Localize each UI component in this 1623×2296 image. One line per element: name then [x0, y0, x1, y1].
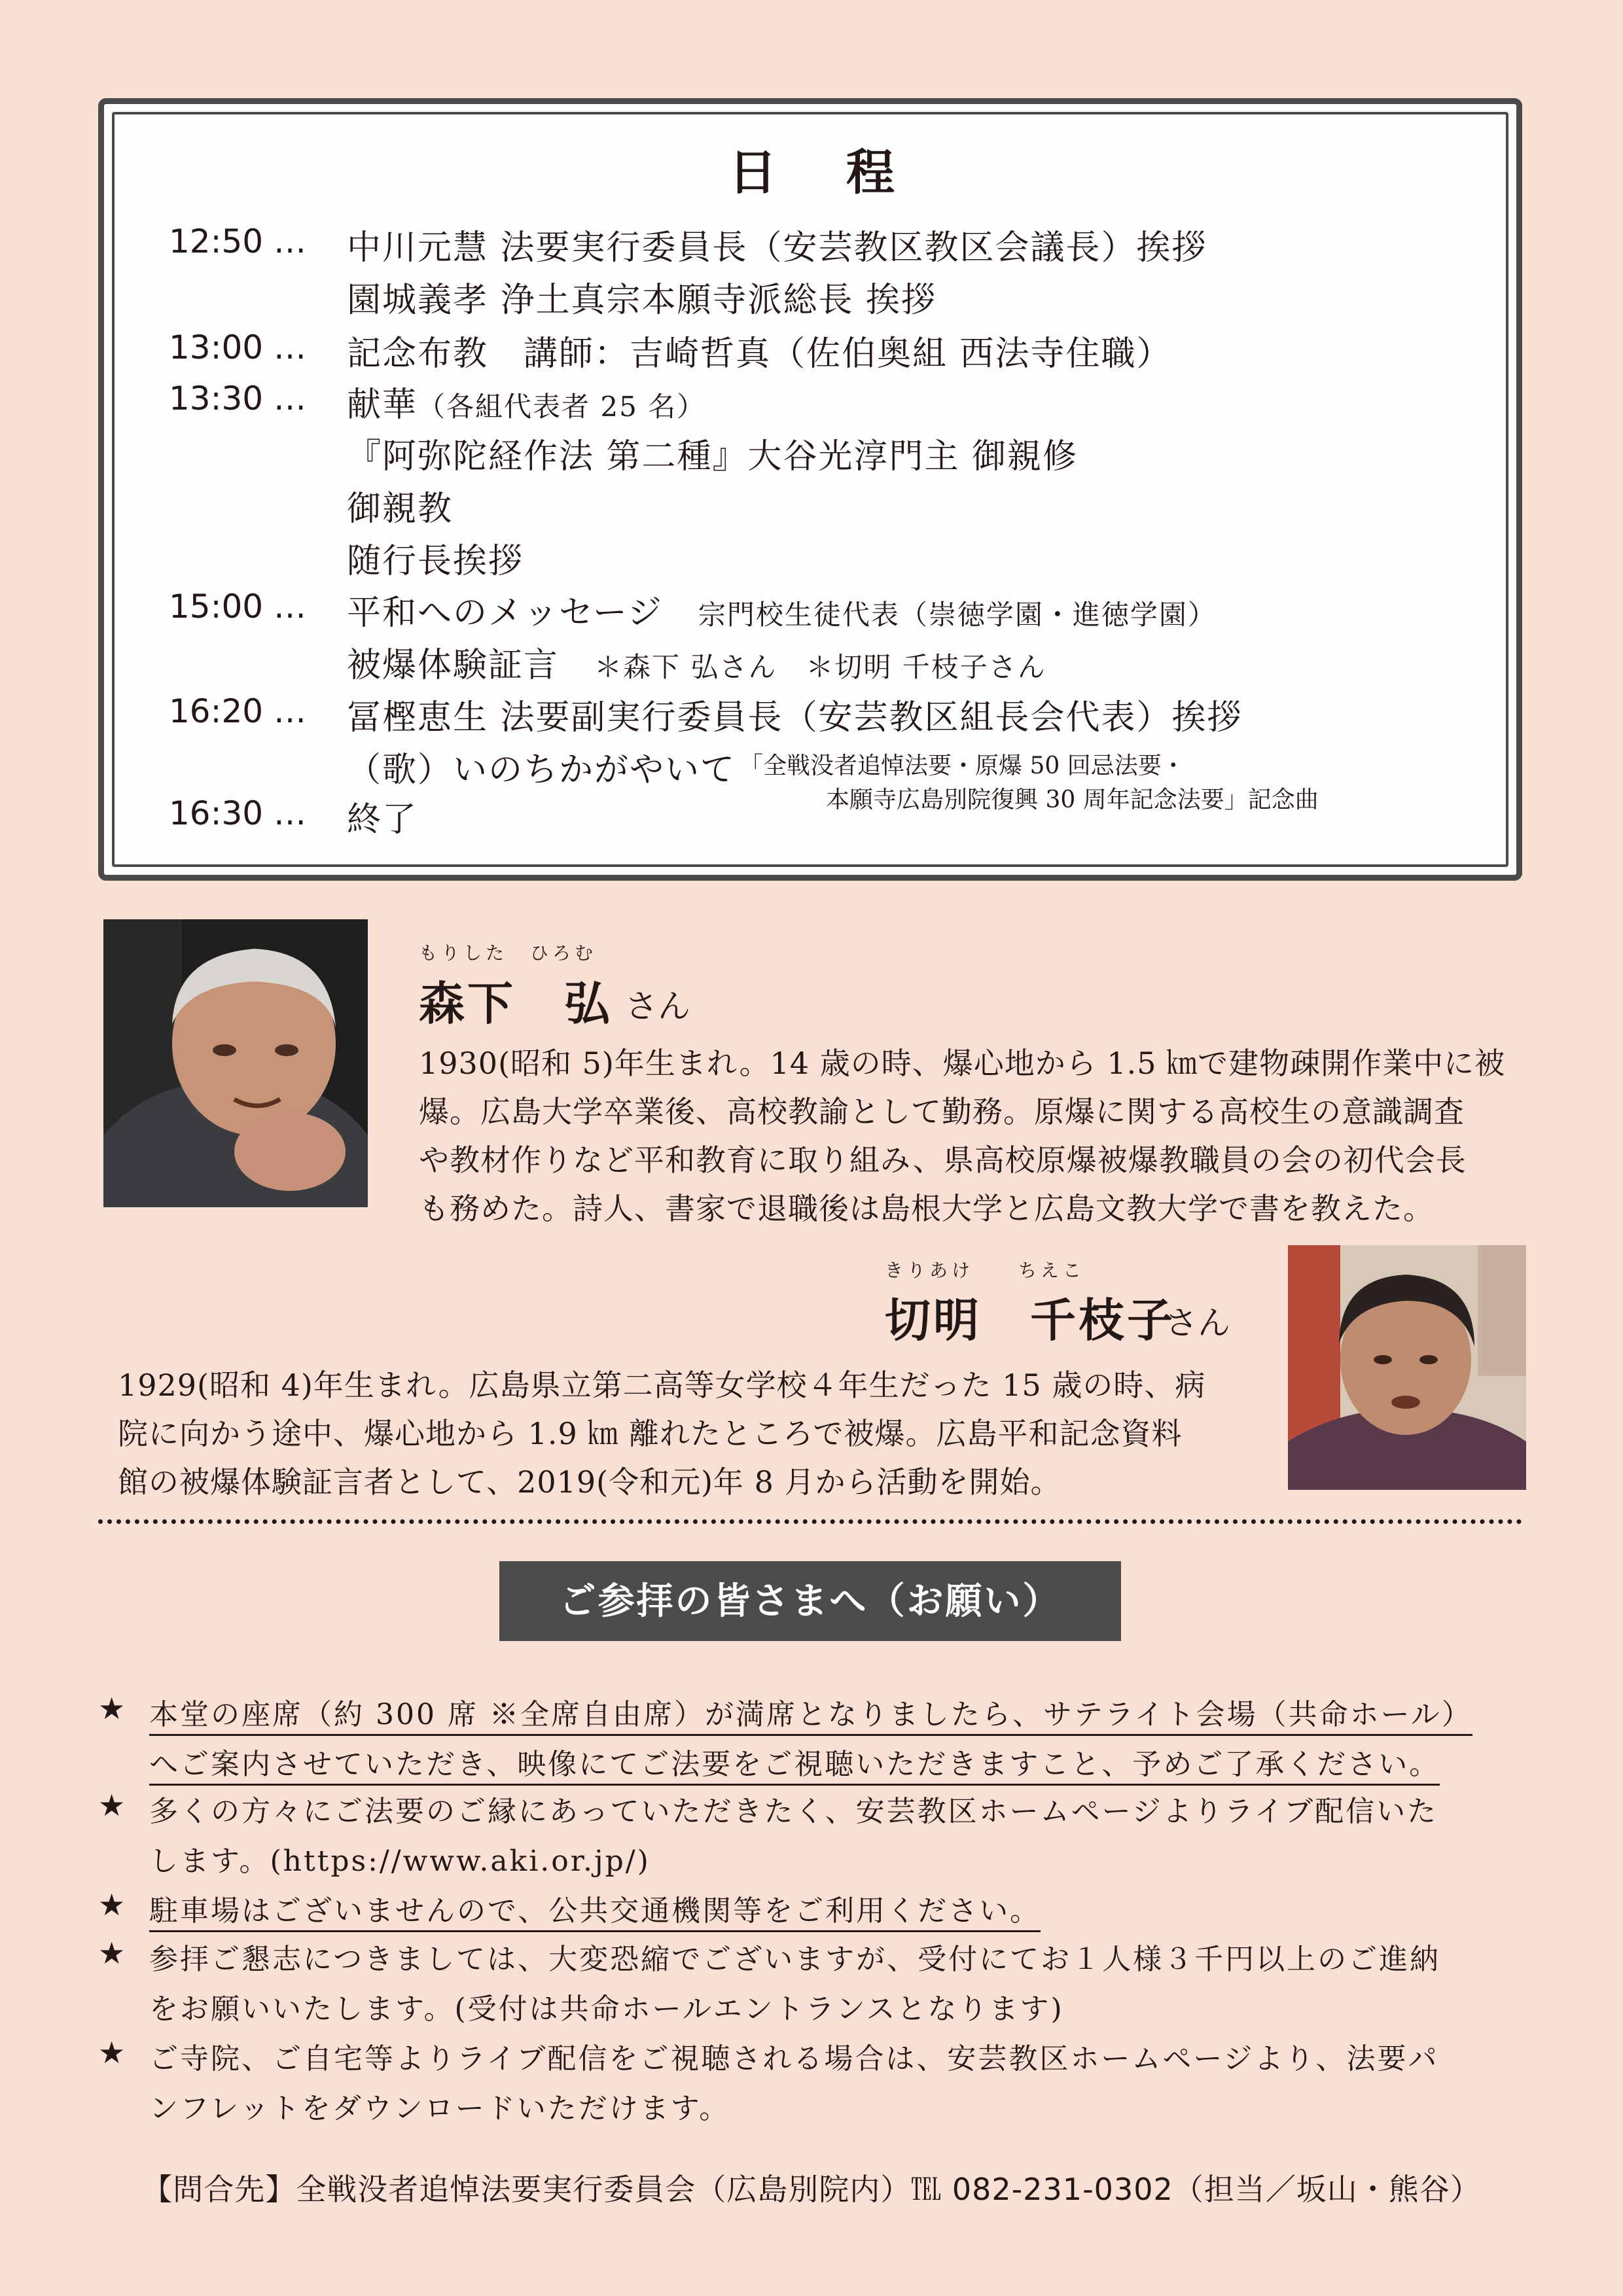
- bio-line: や教材作りなど平和教育に取り組み、県高校原爆被爆教職員の会の初代会長: [419, 1142, 1467, 1178]
- schedule-time: 16:30 …: [169, 794, 306, 832]
- schedule-item-sub: ＊森下 弘さん ＊切明 千枝子さん: [594, 651, 1046, 683]
- notice-heading: ご参拝の皆さまへ（お願い）: [499, 1561, 1121, 1641]
- schedule-item-main: 被爆体験証言: [347, 646, 560, 685]
- profile2-name: 切明 千枝子: [885, 1293, 1175, 1347]
- profile2-honorific: さん: [1165, 1304, 1230, 1342]
- contact-staff: （担当／坂山・熊谷）: [1173, 2172, 1481, 2207]
- schedule-time: 13:00 …: [169, 328, 306, 366]
- schedule-item-sub: （各組代表者 25 名）: [418, 391, 706, 423]
- notice-item-1: [149, 1691, 1472, 1733]
- portrait-kiriake-photo: [1288, 1245, 1526, 1490]
- notice-text: 本堂の座席（約 300 席 ※全席自由席）が満席となりましたら、サテライト会場（共命ホール）: [149, 1698, 1472, 1736]
- schedule-item: [347, 377, 705, 426]
- notice-text: 駐車場はございませんので、公共交通機関等をご利用ください。: [149, 1894, 1041, 1932]
- schedule-song-note: 本願寺広島別院復興 30 周年記念法要」記念曲: [826, 786, 1319, 813]
- bio-line: も務めた。詩人、書家で退職後は島根大学と広島文教大学で書を教えた。: [419, 1191, 1434, 1226]
- notice-item-4: 参拝ご懇志につきましては、大変恐縮でございますが、受付にてお１人様３千円以上のご進納: [149, 1943, 1441, 1976]
- bio-line: 1929(昭和 4)年生まれ。広島県立第二高等女学校４年生だった 15 歳の時、病: [118, 1368, 1206, 1403]
- bio-line: 館の被爆体験証言者として、2019(令和元)年 8 月から活動を開始。: [118, 1464, 1061, 1500]
- bio-line: 1930(昭和 5)年生まれ。14 歳の時、爆心地から 1.5 ㎞で建物疎開作業中に被: [419, 1046, 1506, 1081]
- portrait-morishita-photo: [103, 919, 368, 1207]
- bio-line: 爆。広島大学卒業後、高校教諭として勤務。原爆に関する高校生の意識調査: [419, 1094, 1465, 1129]
- schedule-time: 16:20 …: [169, 692, 306, 730]
- notice-item-3: [149, 1887, 1041, 1929]
- schedule-item: 中川元慧 法要実行委員長（安芸教区教区会議長）挨拶: [347, 228, 1207, 268]
- schedule-song-note: 「全戦没者追悼法要・原爆 50 回忌法要・: [740, 752, 1185, 779]
- star-bullet: ★: [98, 1691, 126, 1726]
- schedule-item: 園城義孝 浄土真宗本願寺派総長 挨拶: [347, 281, 937, 320]
- schedule-time: 15:00 …: [169, 588, 306, 626]
- profile1-name: 森下 弘: [419, 976, 613, 1031]
- schedule-item: （歌）いのちかがやいて: [347, 751, 736, 790]
- contact-phone: 082-231-0302: [952, 2172, 1173, 2207]
- schedule-item: [347, 585, 1217, 634]
- profile2-bio: [118, 1361, 1270, 1506]
- star-bullet: ★: [98, 1887, 126, 1922]
- notice-item-1-cont: [149, 1740, 1440, 1782]
- schedule-item: 御親教: [347, 489, 454, 529]
- profile1-reading: もりした ひろむ: [419, 942, 597, 964]
- schedule-item-sub: 宗門校生徒代表（崇徳学園・進徳学園）: [698, 599, 1217, 631]
- schedule-title: 日 程: [728, 145, 921, 201]
- contact-line: [0, 2166, 1623, 2209]
- notice-text: へご案内させていただき、映像にてご法要をご視聴いただきますこと、予めご了承ください。: [149, 1748, 1440, 1786]
- profile1-bio: [419, 1039, 1531, 1233]
- notice-item-5: ご寺院、ご自宅等よりライブ配信をご視聴される場合は、安芸教区ホームページより、法要パ: [149, 2042, 1439, 2075]
- notice-item-2: 多くの方々にご法要のご縁にあっていただきたく、安芸教区ホームページよりライブ配信いた: [149, 1795, 1438, 1828]
- schedule-item: 随行長挨拶: [347, 542, 524, 581]
- schedule-item-main: 献華: [347, 385, 418, 425]
- notice-item-5-cont: ンフレットをダウンロードいただけます。: [149, 2092, 730, 2125]
- contact-label: 【問合先】: [142, 2172, 296, 2207]
- schedule-time: 12:50 …: [169, 222, 306, 260]
- phone-label: ℡: [911, 2172, 942, 2207]
- contact-organization: 全戦没者追悼法要実行委員会（広島別院内）: [296, 2172, 912, 2207]
- bio-line: 院に向かう途中、爆心地から 1.9 ㎞ 離れたところで被爆。広島平和記念資料: [118, 1416, 1183, 1451]
- notice-item-4-cont: をお願いいたします。(受付は共命ホールエントランスとなります): [149, 1992, 1064, 2026]
- notice-item-2-cont: します。(https://www.aki.or.jp/): [149, 1845, 651, 1878]
- schedule-item: 記念布教 講師：吉崎哲真（佐伯奥組 西法寺住職）: [347, 334, 1172, 374]
- schedule-item-main: 平和へのメッセージ: [347, 593, 663, 633]
- schedule-time: 13:30 …: [169, 380, 306, 417]
- schedule-item: 『阿弥陀経作法 第二種』大谷光淳門主 御親修: [347, 437, 1079, 476]
- star-bullet: ★: [98, 1935, 126, 1971]
- star-bullet: ★: [98, 1788, 126, 1823]
- profile2-reading: きりあけ ちえこ: [885, 1260, 1086, 1281]
- star-bullet: ★: [98, 2035, 126, 2070]
- schedule-item: 終了: [347, 800, 418, 839]
- profile1-honorific: さん: [625, 987, 690, 1025]
- section-divider: [98, 1519, 1522, 1524]
- schedule-item: 冨樫恵生 法要副実行委員長（安芸教区組長会代表）挨拶: [347, 698, 1243, 737]
- schedule-item: [347, 637, 1046, 686]
